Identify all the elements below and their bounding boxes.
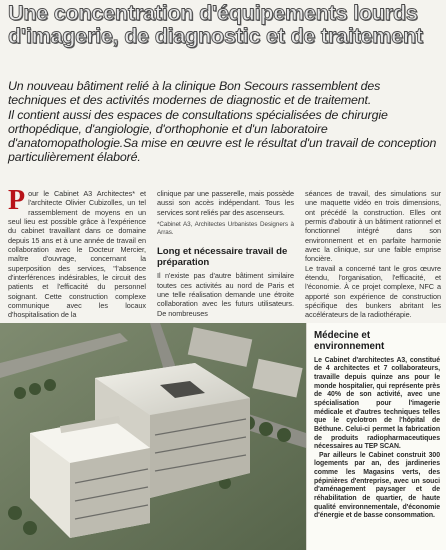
body-column-2 xyxy=(157,189,294,318)
sidebar-box xyxy=(306,323,446,550)
architect-footnote: *Cabinet A3, Architectes Urbanistes Designers à Arras. xyxy=(157,221,294,237)
sidebar-paragraph-2: Par ailleurs le Cabinet construit 300 logements par an, des jardineries comme les Magasins verts, des pépinières d'entreprise, avec un souci d'aménagement paysager et de réhabilitation de quartier, de haute qualité environnementale, d'économie d'énergie et de basse consommation. xyxy=(314,451,440,520)
section-subhead: Long et nécessaire travail de préparation xyxy=(157,246,288,268)
article-headline: Une concentration d'équipements lourds d'imagerie, de diagnostic et de traitement xyxy=(8,1,423,48)
sidebar-paragraph-1: Le Cabinet d'architectes A3, constitué de 4 architectes et 7 collaborateurs, travaille depuis quinze ans pour le monde hospitalier, qui représente près de 40% de son activité, avec une spécialisation pour l'imagerie médicale et d'autres techniques telles que le cyclotron de l'hôpital de Béthune. Celui-ci permet la fabrication de produits radiopharmaceutiques nécessaires au TEP SCAN. xyxy=(314,356,440,451)
building-rendering-image xyxy=(0,323,306,550)
sidebar-title: Médecine et environnement xyxy=(314,330,385,352)
building-aerial-photo xyxy=(0,323,306,550)
sidebar-body xyxy=(314,357,440,521)
column-2-text: clinique par une passerelle, mais possède aussi son accès indépendant. Tous les services sont reliés par des ascenseurs. xyxy=(157,189,294,217)
column-3-text-2: Le travail a concerné tant le gros œuvre étendu, l'organisation, l'efficacité, et l'économie. À ce projet complexe, NFC a apporté son expérience de construction spécifique des bunkers abritant les accélérateurs de la radiothérapie. xyxy=(305,263,441,320)
column-3-text: séances de travail, des simulations sur une maquette vidéo en trois dimensions, ont précédé la construction. Elles ont permis d'aboutir à un bâtiment rationnel et fonctionnel intégré dans son environnement et en parfaite harmonie avec la clinique, sur une faible emprise foncière. xyxy=(305,189,441,264)
column-1-text: our le Cabinet A3 Architectes* et l'architecte Olivier Cubizolles, un tel rassemblement de moyens en un seul lieu est possible grâce à l'expérience du cabinet travaillant dans ce domaine depuis 15 ans et à une année de travail en collaboration avec le Docteur Mercier, maître d'ouvrage, concernant la superposition des services, "l'absence d'interférences indésirables, le circuit des patients et l'efficacité du personnel soignant. Cette construction complexe communique avec les locaux d'hospitalisation de la xyxy=(8,189,146,320)
intro-paragraph-2: Il contient aussi des espaces de consultations spécialisées de chirurgie orthopédique, d'angiologie, d'orthophonie et d'un laboratoire d'anatomopathologie.Sa mise en œuvre est le résultat d'un travail de conception particulièrement élaboré. xyxy=(8,107,437,165)
column-2-subhead-text: Il n'existe pas d'autre bâtiment similaire toutes ces activités au nord de Paris et une telle réalisation demande une étroite collaboration avec les futurs utilisateurs. De nombreuses xyxy=(157,271,294,318)
article-intro xyxy=(8,79,440,165)
intro-paragraph-1: Un nouveau bâtiment relié à la clinique Bon Secours rassemblent des techniques et des activités modernes de diagnostic et de traitement. xyxy=(8,79,381,108)
body-column-3 xyxy=(305,189,441,320)
body-column-1 xyxy=(8,185,146,320)
dropcap: P xyxy=(8,185,26,216)
